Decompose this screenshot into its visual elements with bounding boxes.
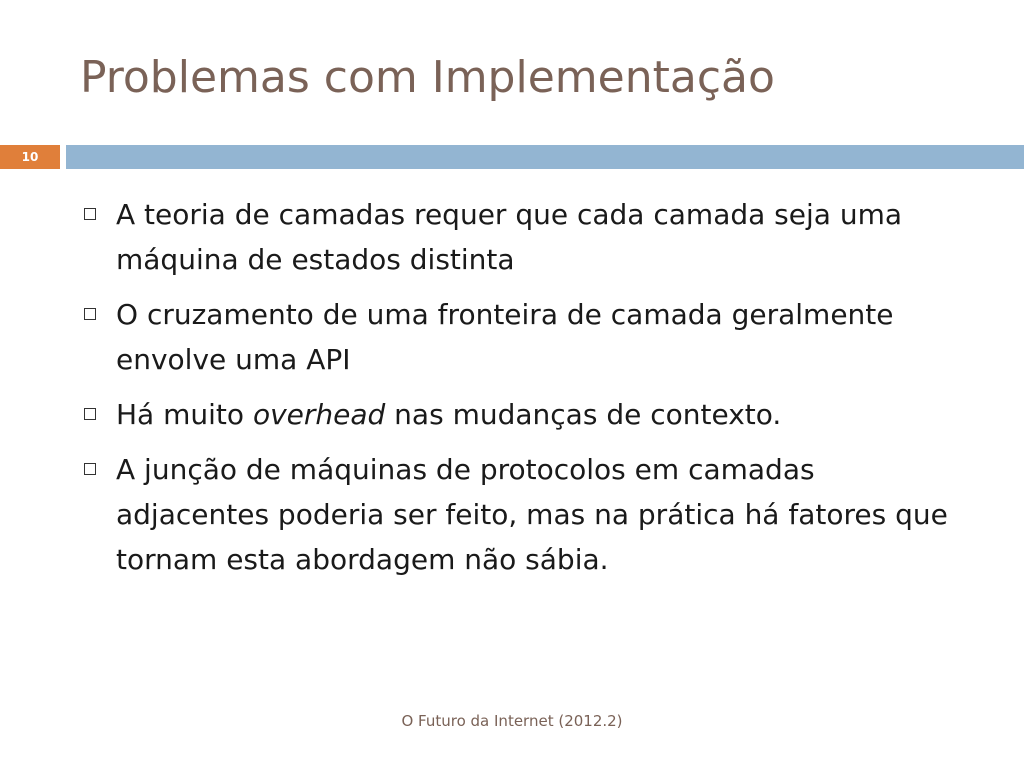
slide-number: 10 (21, 150, 39, 164)
bullet-text: A junção de máquinas de protocolos em camadas adjacentes poderia ser feito, mas na prática há fatores que tornam esta abordagem não sábia. (116, 453, 948, 576)
bullet-item (80, 392, 960, 437)
slide-title: Problemas com Implementação (80, 52, 775, 103)
hollow-square-bullet-icon (84, 463, 96, 475)
bullet-item (80, 292, 960, 382)
hollow-square-bullet-icon (84, 408, 96, 420)
hollow-square-bullet-icon (84, 208, 96, 220)
bullet-item (80, 192, 960, 282)
bullet-item (80, 447, 960, 582)
slide-number-badge (0, 145, 60, 169)
bullet-list (80, 192, 960, 592)
bullet-text-emphasis: overhead (252, 398, 386, 431)
bullet-text: A teoria de camadas requer que cada camada seja uma máquina de estados distinta (116, 198, 903, 276)
bullet-text: O cruzamento de uma fronteira de camada geralmente envolve uma API (116, 298, 894, 376)
slide-footer: O Futuro da Internet (2012.2) (401, 712, 623, 730)
hollow-square-bullet-icon (84, 308, 96, 320)
bullet-text-post: nas mudanças de contexto. (385, 398, 782, 431)
bullet-text-pre: Há muito (116, 398, 253, 431)
header-divider-bar (66, 145, 1024, 169)
